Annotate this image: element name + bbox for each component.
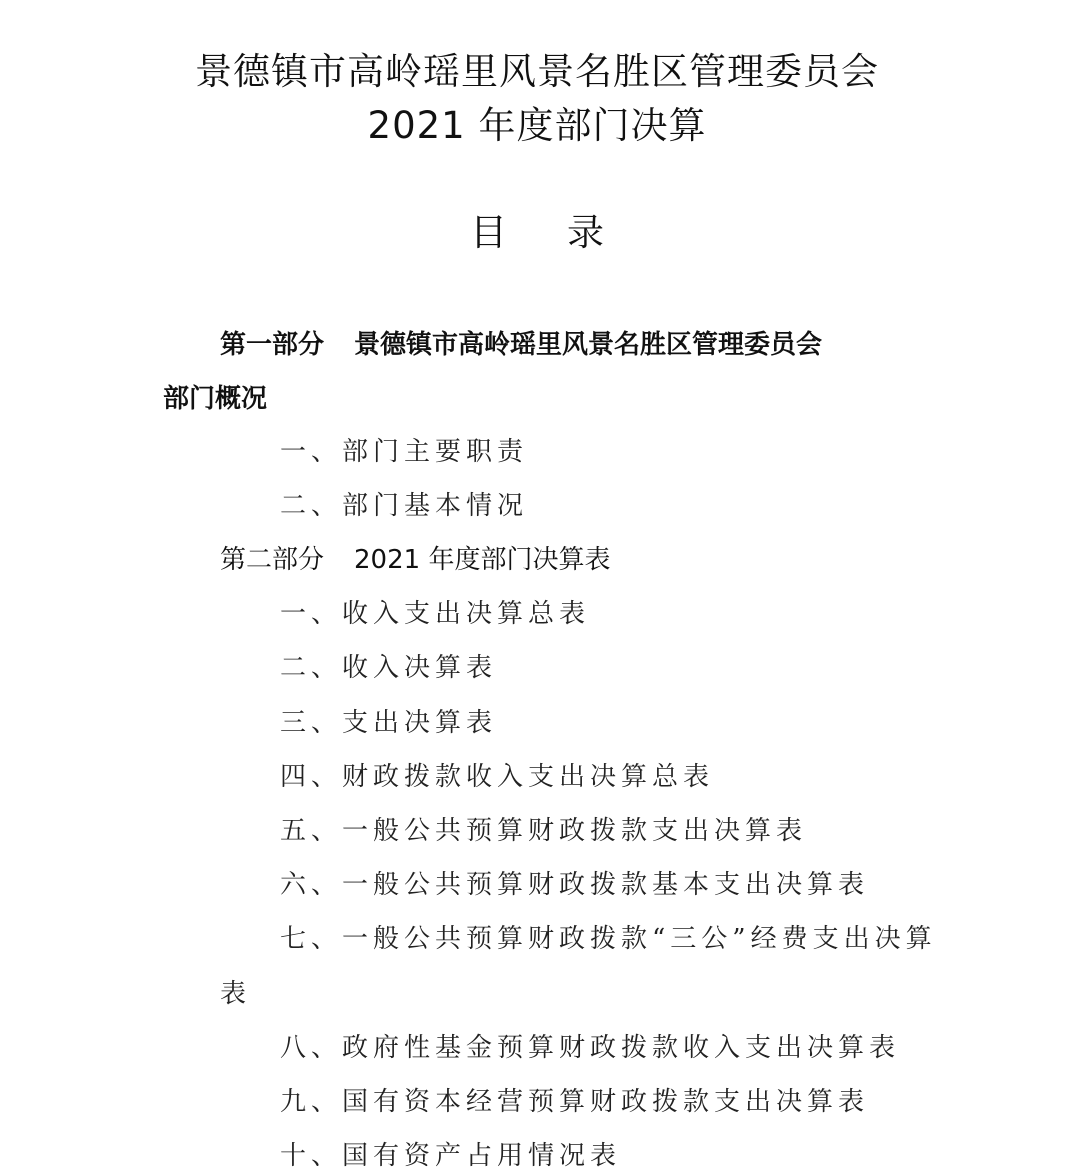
part2-item: 一、收入支出决算总表 bbox=[280, 599, 591, 629]
document-title-line-2: 2021 年度部门决算 bbox=[367, 104, 707, 147]
toc-heading bbox=[0, 208, 1074, 258]
document-title-line-1: 景德镇市高岭瑶里风景名胜区管理委员会 bbox=[195, 50, 879, 93]
part2-item: 八、政府性基金预算财政拨款收入支出决算表 bbox=[280, 1033, 901, 1063]
part2-label: 第二部分 bbox=[220, 545, 325, 575]
part1-title: 景德镇市高岭瑶里风景名胜区管理委员会 bbox=[354, 330, 823, 360]
part2-heading bbox=[220, 542, 610, 578]
part2-item-continuation: 表 bbox=[220, 979, 252, 1009]
part2-item: 五、一般公共预算财政拨款支出决算表 bbox=[280, 816, 808, 846]
part1-item: 一、部门主要职责 bbox=[280, 437, 529, 467]
part2-title: 2021 年度部门决算表 bbox=[354, 545, 611, 575]
part2-item: 二、收入决算表 bbox=[280, 653, 498, 683]
part1-item: 二、部门基本情况 bbox=[280, 491, 529, 521]
part1-heading bbox=[220, 327, 822, 363]
part2-item: 九、国有资本经营预算财政拨款支出决算表 bbox=[280, 1087, 870, 1117]
part1-label: 第一部分 bbox=[220, 330, 325, 360]
part2-item: 三、支出决算表 bbox=[280, 708, 498, 738]
toc-heading-left: 目 bbox=[470, 211, 507, 254]
part2-item: 六、一般公共预算财政拨款基本支出决算表 bbox=[280, 870, 870, 900]
part1-title-continuation: 部门概况 bbox=[163, 384, 268, 414]
part2-item: 七、一般公共预算财政拨款“三公”经费支出决算 bbox=[280, 924, 937, 954]
part2-item: 十、国有资产占用情况表 bbox=[280, 1141, 622, 1171]
part2-item: 四、财政拨款收入支出决算总表 bbox=[280, 762, 715, 792]
toc-heading-right: 录 bbox=[567, 211, 604, 254]
